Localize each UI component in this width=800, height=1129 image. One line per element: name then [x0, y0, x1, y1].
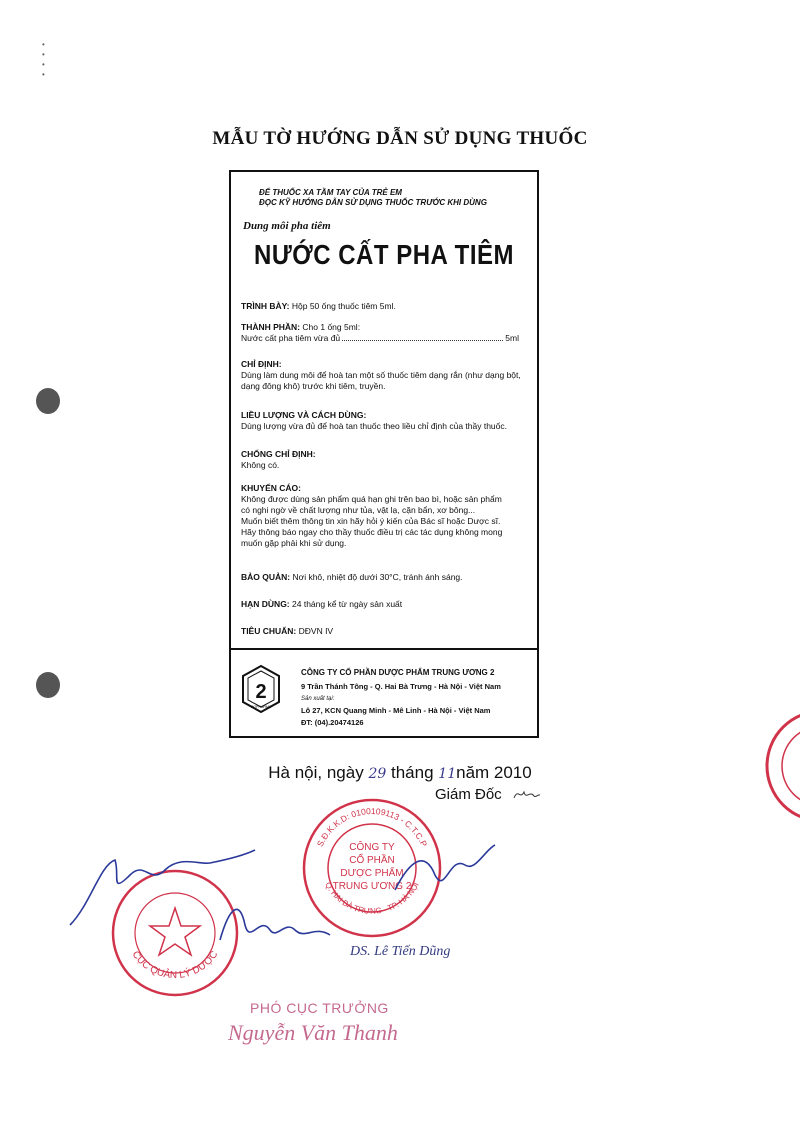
- svg-text:2: 2: [255, 681, 267, 703]
- standard-section: [241, 626, 531, 637]
- caution-section: [241, 483, 531, 549]
- dosage-heading: LIỀU LƯỢNG VÀ CÁCH DÙNG:: [241, 410, 367, 420]
- composition-section: [241, 322, 531, 344]
- director-title: Giám Đốc: [435, 786, 502, 803]
- warning-read-instructions: ĐỌC KỸ HƯỚNG DẪN SỬ DỤNG THUỐC TRƯỚC KHI DÙNG: [259, 198, 487, 207]
- company-divider: [231, 648, 537, 650]
- ministry-stamp-ring: CỤC QUẢN LÝ DƯỢC: [129, 949, 221, 982]
- stamp-ring-bottom: Q. HAI BÀ TRƯNG - TP. HÀ NỘI: [323, 880, 421, 916]
- indication-heading: CHỈ ĐỊNH:: [241, 359, 282, 369]
- composition-heading: THÀNH PHẦN:: [241, 322, 301, 332]
- document-title: MẪU TỜ HƯỚNG DẪN SỬ DỤNG THUỐC: [212, 128, 588, 149]
- drug-label: [229, 170, 539, 738]
- caution-line: Không được dùng sản phẩm quá hạn ghi trên bao bì, hoặc sản phẩm: [241, 494, 502, 504]
- contraindication-heading: CHỐNG CHỈ ĐỊNH:: [241, 449, 316, 459]
- signatory-name: DS. Lê Tiến Dũng: [350, 944, 451, 959]
- storage-text: Nơi khô, nhiệt độ dưới 30°C, tránh ánh sáng.: [292, 572, 463, 582]
- indication-text: Dùng làm dung môi để hoà tan một số thuốc tiêm dạng rắn (như dạng bột, dạng đông khô) trước khi tiêm, truyền.: [241, 370, 521, 391]
- composition-amount: 5ml: [505, 333, 519, 343]
- date-line: [0, 763, 800, 783]
- binder-hole: [36, 672, 60, 698]
- company-phone: ĐT: (04).20474126: [301, 718, 364, 727]
- date-month: 11: [438, 766, 457, 782]
- binder-hole: [36, 388, 60, 414]
- presentation-section: [241, 301, 531, 312]
- deputy-name: Nguyễn Văn Thanh: [228, 1020, 398, 1045]
- dosage-section: [241, 410, 531, 432]
- shelf-life-text: 24 tháng kể từ ngày sản xuất: [292, 599, 403, 609]
- dosage-text: Dùng lượng vừa đủ để hoà tan thuốc theo liều chỉ định của thầy thuốc.: [241, 421, 507, 431]
- initials-signature: [512, 786, 542, 802]
- caution-line: Hãy thông báo ngay cho thầy thuốc điều trị các tác dụng không mong: [241, 527, 503, 537]
- company-logo: [241, 664, 281, 714]
- stamp-line: TRUNG ƯƠNG 2: [332, 881, 412, 892]
- stamp-ring-top: S.Đ.K.K.D: 0100109113 - C.T.C.P: [314, 805, 430, 849]
- shelf-life-section: [241, 599, 531, 610]
- storage-heading: BẢO QUẢN:: [241, 572, 291, 582]
- date-prefix: Hà nội, ngày: [268, 763, 364, 782]
- production-label: Sản xuất tại:: [301, 696, 335, 702]
- storage-section: [241, 572, 531, 583]
- composition-text: Cho 1 ống 5ml:: [302, 322, 361, 332]
- caution-line: Muốn biết thêm thông tin xin hãy hỏi ý kiến của Bác sĩ hoặc Dược sĩ.: [241, 516, 501, 526]
- date-year: năm 2010: [456, 763, 532, 782]
- caution-line: có nghi ngờ về chất lượng như tủa, vật lạ, cặn bẩn, xơ bông...: [241, 505, 476, 515]
- logo-text: DOPHARMA: [250, 705, 272, 709]
- date-month-label: tháng: [391, 763, 434, 782]
- stamp-line: CỔ PHẦN: [349, 855, 395, 866]
- standard-heading: TIÊU CHUẨN:: [241, 626, 297, 636]
- deputy-title: PHÓ CỤC TRƯỞNG: [250, 1000, 389, 1016]
- standard-text: DĐVN IV: [298, 626, 334, 636]
- presentation-heading: TRÌNH BÀY:: [241, 301, 290, 311]
- presentation-text: Hộp 50 ống thuốc tiêm 5ml.: [291, 301, 396, 311]
- date-day: 29: [368, 766, 387, 782]
- binder-dots: • • • •: [42, 40, 45, 79]
- stamp-line: DƯỢC PHẨM: [340, 868, 404, 879]
- company-address: 9 Trần Thánh Tông - Q. Hai Bà Trưng - Hà Nội - Việt Nam: [301, 682, 501, 691]
- caution-heading: KHUYẾN CÁO:: [241, 483, 301, 493]
- shelf-life-heading: HẠN DÙNG:: [241, 599, 290, 609]
- product-name: NƯỚC CẤT PHA TIÊM: [254, 239, 514, 271]
- company-name: CÔNG TY CỔ PHẦN DƯỢC PHẨM TRUNG ƯƠNG 2: [301, 668, 495, 677]
- production-address: Lô 27, KCN Quang Minh - Mê Linh - Hà Nội - Việt Nam: [301, 706, 491, 715]
- indication-section: [241, 359, 531, 392]
- composition-item: Nước cất pha tiêm vừa đủ: [241, 333, 341, 343]
- partial-stamp: [762, 706, 800, 826]
- warning-children: ĐỂ THUỐC XA TẦM TAY CỦA TRẺ EM: [259, 188, 402, 197]
- label-subtitle: Dung môi pha tiêm: [243, 220, 331, 232]
- svg-text:CỤC QUẢN LÝ DƯỢC: [130, 949, 221, 981]
- contraindication-text: Không có.: [241, 460, 280, 470]
- caution-line: muốn gặp phải khi sử dụng.: [241, 538, 347, 548]
- signature-middle: [215, 895, 335, 955]
- stamp-line: CÔNG TY: [349, 842, 395, 853]
- contraindication-section: [241, 449, 531, 471]
- signature-director: [390, 830, 500, 910]
